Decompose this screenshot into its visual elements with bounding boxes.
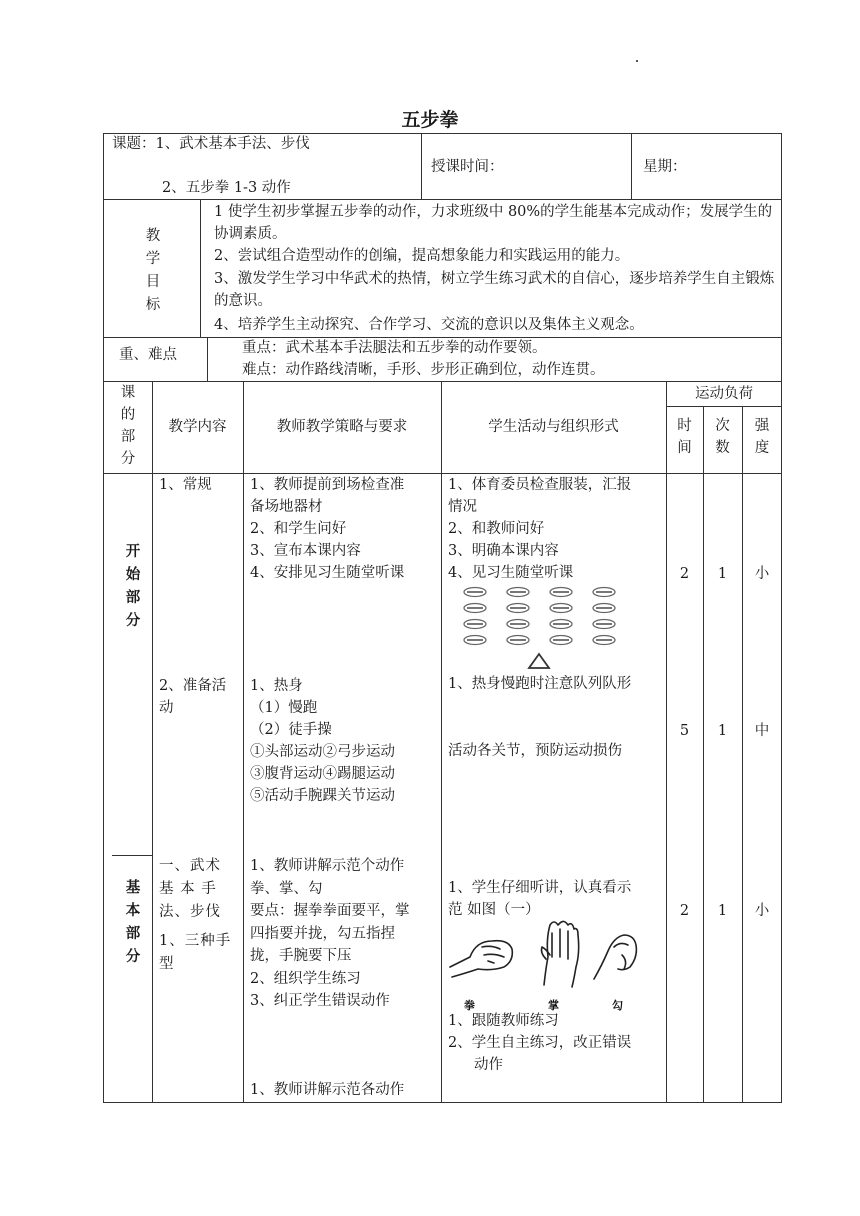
speck xyxy=(636,60,638,62)
time-value-1: 2 xyxy=(679,566,690,582)
week-label: 星期： xyxy=(643,159,687,175)
count-value-3: 1 xyxy=(717,903,728,919)
teacher-hand-forms: 1、教师讲解示范个动作 拳、掌、勾 要点：握拳拳面要平，掌 四指要并拢，勾五指捏 拢，手腕要下压 2、组织学生练习 3、纠正学生错误动作 xyxy=(250,858,410,1009)
student-warmup-1: 1、热身慢跑时注意队列队形 xyxy=(448,676,632,692)
time-label: 授课时间： xyxy=(431,159,504,175)
count-value-2: 1 xyxy=(717,723,728,739)
student-warmup-2: 活动各关节，预防运动损伤 xyxy=(448,743,622,759)
hook-label: 勾 xyxy=(612,999,623,1012)
student-header: 学生活动与组织形式 xyxy=(488,419,619,435)
teacher-warmup: 1、热身 （1）慢跑 （2）徒手操 ①头部运动②弓步运动 ③腹背运动④踢腿运动 ⑤活动手腕踝关节运动 xyxy=(250,678,395,804)
objectives-label: 教 学 目 标 xyxy=(145,228,161,313)
intensity-value-3: 小 xyxy=(754,903,770,919)
key-points-label: 重、难点 xyxy=(119,347,177,363)
student-hand-forms-intro: 1、学生仔细听讲，认真看示 范 如图（一） xyxy=(448,880,632,918)
topic-line-2: 2、五步拳 1-3 动作 xyxy=(162,180,291,196)
teacher-routine: 1、教师提前到场检查准 备场地器材 2、和学生问好 3、宣布本课内容 4、安排见习生随堂听课 xyxy=(250,477,405,581)
student-hand-forms-practice: 1、跟随教师练习 2、学生自主练习，改正错误 动作 xyxy=(448,1013,632,1073)
time-header: 时 间 xyxy=(677,418,692,456)
start-section-label: 开 始 部 分 xyxy=(125,544,141,629)
part-header: 课 的 部 分 xyxy=(120,385,136,467)
count-header: 次 数 xyxy=(715,418,730,456)
fist-label: 拳 xyxy=(464,999,475,1012)
difficult-point: 难点：动作路线清晰，手形、步形正确到位，动作连贯。 xyxy=(242,362,605,378)
student-routine: 1、体育委员检查服装，汇报 情况 2、和教师问好 3、明确本课内容 4、见习生随堂听课 xyxy=(448,477,632,581)
content-routine: 1、常规 xyxy=(159,477,212,493)
intensity-header: 强 度 xyxy=(754,418,770,456)
objective-3: 3、激发学生学习中华武术的热情，树立学生练习武术的自信心，逐步培养学生自主锻炼的意识。 xyxy=(214,271,775,309)
content-header: 教学内容 xyxy=(168,419,227,435)
objective-1: 1 使学生初步掌握五步拳的动作，力求班级中 80%的学生能基本完成动作；发展学生的协调素质。 xyxy=(214,204,773,242)
intensity-value-1: 小 xyxy=(754,566,770,582)
lesson-plan-table xyxy=(103,133,782,1103)
teacher-next-line: 1、教师讲解示范各动作 xyxy=(250,1082,405,1098)
count-value-1: 1 xyxy=(717,566,728,582)
basic-section-label: 基 本 部 分 xyxy=(125,880,141,965)
teacher-header: 教师教学策略与要求 xyxy=(276,419,408,435)
objective-4: 4、培养学生主动探究、合作学习、交流的意识以及集体主义观念。 xyxy=(214,317,644,333)
content-hand-forms: 一、武术 基 本 手 法、步伐 1、三种手 型 xyxy=(159,858,232,972)
hand-forms-figure xyxy=(448,917,658,1013)
objective-2: 2、尝试组合造型动作的创编，提高想象能力和实践运用的能力。 xyxy=(214,248,630,264)
palm-label: 掌 xyxy=(548,999,559,1012)
page-title: 五步拳 xyxy=(401,109,459,131)
time-value-2: 5 xyxy=(679,723,690,739)
key-point: 重点：武术基本手法腿法和五步拳的动作要领。 xyxy=(242,340,547,356)
formation-diagram xyxy=(463,584,643,672)
topic-line-1: 课题：1、武术基本手法、步伐 xyxy=(112,136,310,152)
content-warmup: 2、准备活 动 xyxy=(159,678,227,716)
load-header: 运动负荷 xyxy=(695,386,753,402)
time-value-3: 2 xyxy=(679,903,690,919)
intensity-value-2: 中 xyxy=(754,723,770,739)
